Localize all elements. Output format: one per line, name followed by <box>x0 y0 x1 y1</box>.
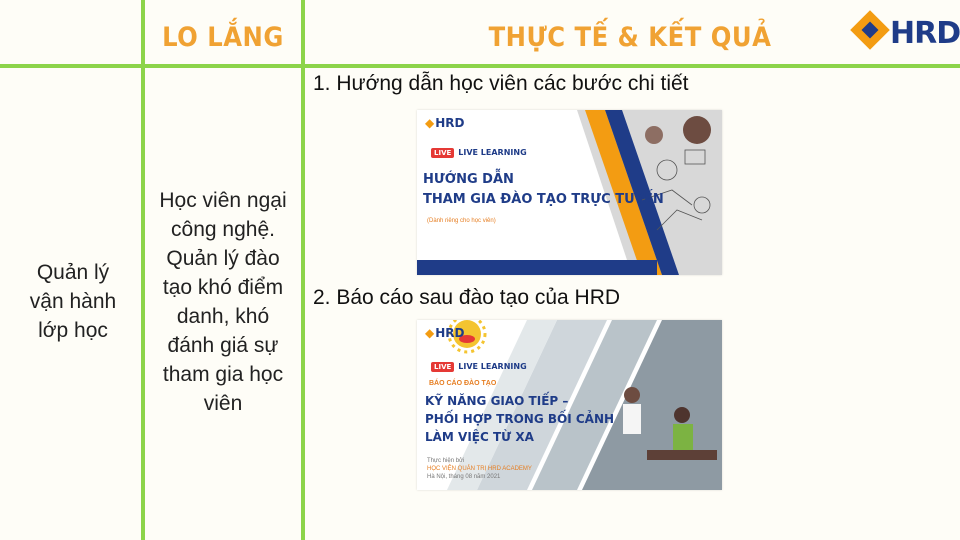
diamond-icon <box>850 10 890 50</box>
slide-title-line-2: THAM GIA ĐÀO TẠO TRỰC TUYẾN <box>423 192 664 207</box>
slide-kicker: BÁO CÁO ĐÀO TẠO <box>429 380 497 387</box>
slide-small-3: Hà Nội, tháng 08 năm 2021 <box>427 474 501 480</box>
slide-thumbnail-report <box>417 320 722 490</box>
hrd-logo: HRD <box>856 14 944 54</box>
slide-title-line-1: HƯỚNG DẪN <box>423 172 514 187</box>
column-header-concern: LO LẮNG <box>162 22 284 53</box>
grid-line-horizontal <box>0 64 960 68</box>
result-item-title-1: 1. Hướng dẫn học viên các bước chi tiết <box>313 72 689 95</box>
slide-thumbnail-guide <box>417 110 722 275</box>
slide-note: (Dành riêng cho học viên) <box>427 218 496 224</box>
grid-line-vertical-2 <box>301 0 305 540</box>
slide-title-line-2: PHỐI HỢP TRONG BỐI CẢNH <box>425 412 615 426</box>
result-item-title-2: 2. Báo cáo sau đào tạo của HRD <box>313 286 621 309</box>
row-concern: Học viên ngại công nghệ. Quản lý đào tạo khó điểm danh, khó đánh giá sự tham gia học viên <box>159 189 287 415</box>
slide-logo: ◆ HRD <box>425 326 464 340</box>
slide-title-line-3: LÀM VIỆC TỪ XA <box>425 430 534 444</box>
grid-line-vertical-1 <box>141 0 145 540</box>
slide-small-1: Thực hiện bởi <box>427 458 465 464</box>
row-category: Quản lý vận hành lớp học <box>29 261 117 342</box>
slide-live-label: LIVE LIVE LEARNING <box>431 362 527 372</box>
slide-title-line-1: KỸ NĂNG GIAO TIẾP – <box>425 394 569 408</box>
slide-small-2: HỌC VIỆN QUẢN TRỊ HRD ACADEMY <box>427 466 532 472</box>
column-header-results: THỰC TẾ & KẾT QUẢ <box>488 22 772 53</box>
slide-logo: ◆ HRD <box>425 116 464 130</box>
slide-live-label: LIVE LIVE LEARNING <box>431 148 527 158</box>
